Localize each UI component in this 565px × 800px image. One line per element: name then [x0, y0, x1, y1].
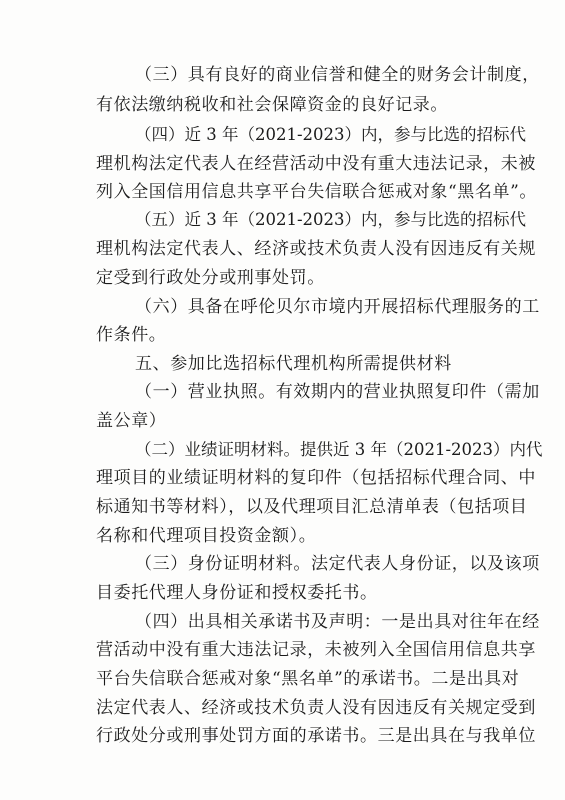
- text-line: 盖公章）: [96, 411, 167, 431]
- text-line: 有依法缴纳税收和社会保障资金的良好记录。: [96, 95, 448, 115]
- text-line: （二）业绩证明材料。提供近 3 年（2021-2023）内代: [135, 440, 543, 459]
- text-line: 行政处分或刑事处罚方面的承诺书。三是出具在与我单位: [96, 726, 536, 746]
- text-line: 理机构法定代表人、经济或技术负责人没有因违反有关规: [96, 239, 536, 259]
- text-line: （四）出具相关承诺书及声明：一是出具对往年在经: [135, 612, 540, 632]
- text-line: 定受到行政处分或刑事处罚。: [96, 268, 325, 288]
- text-line: （三）身份证明材料。法定代表人身份证，以及该项: [135, 554, 540, 574]
- text-line: 营活动中没有重大违法记录，未被列入全国信用信息共享: [96, 640, 536, 660]
- text-line: （五）近 3 年（2021-2023）内，参与比选的招标代: [135, 210, 527, 229]
- text-line: 目委托代理人身份证和授权委托书。: [96, 583, 378, 603]
- text-line: （三）具有良好的商业信誉和健全的财务会计制度，: [135, 65, 540, 85]
- text-line: 列入全国信用信息共享平台失信联合惩戒对象“黑名单”。: [96, 182, 537, 202]
- text-line: 平台失信联合惩戒对象“黑名单”的承诺书。二是出具对: [96, 669, 520, 689]
- section-heading: 五、参加比选招标代理机构所需提供材料: [135, 354, 452, 374]
- text-line: 标通知书等材料），以及代理项目汇总清单表（包括项目: [96, 497, 528, 517]
- text-line: （一）营业执照。有效期内的营业执照复印件（需加: [135, 382, 540, 402]
- text-line: （四）近 3 年（2021-2023）内，参与比选的招标代: [135, 125, 527, 144]
- text-line: 法定代表人、经济或技术负责人没有因违反有关规定受到: [96, 698, 536, 718]
- text-line: 理项目的业绩证明材料的复印件（包括招标代理合同、中: [96, 468, 536, 488]
- text-line: 名称和代理项目投资金额）。: [96, 526, 317, 546]
- text-line: （六）具备在呼伦贝尔市境内开展招标代理服务的工: [135, 297, 540, 317]
- text-line: 理机构法定代表人在经营活动中没有重大违法记录，未被: [96, 154, 536, 174]
- text-line: 作条件。: [96, 325, 167, 345]
